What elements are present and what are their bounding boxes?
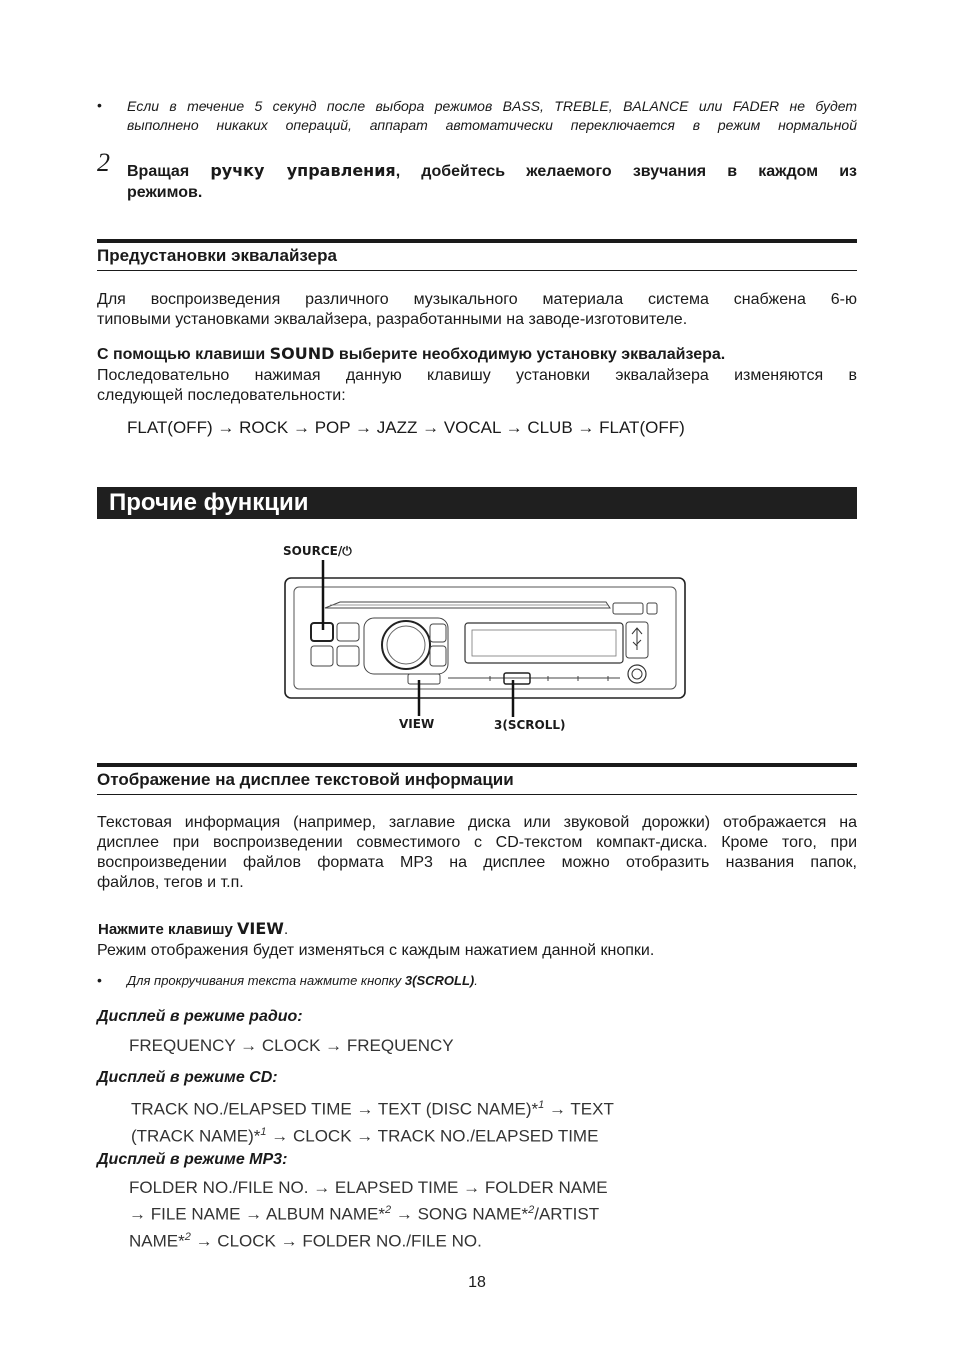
- cd-l2-sup: 1: [260, 1125, 267, 1138]
- eject-button[interactable]: [613, 603, 643, 614]
- label-view: VIEW: [399, 717, 435, 731]
- left-button[interactable]: [311, 646, 333, 666]
- display-inner: [472, 630, 616, 656]
- eq-section-title: Предустановки эквалайзера: [97, 246, 337, 265]
- text-p-line3: воспроизведении файлов формата MP3 на дисплее можно отобразить названия папок,: [97, 854, 857, 871]
- section-banner: [97, 487, 857, 519]
- text-paragraph: [97, 813, 857, 893]
- step-line2: режимов.: [127, 184, 203, 201]
- view-button[interactable]: [408, 674, 440, 684]
- text-section-title: Отображение на дисплее текстовой информации: [97, 770, 514, 789]
- control-knob-inner: [387, 626, 425, 664]
- scroll-note-text: [127, 973, 478, 988]
- mode-radio-seq: FREQUENCY → CLOCK → FREQUENCY: [129, 1036, 454, 1055]
- bullet-icon: •: [97, 97, 102, 113]
- right-button[interactable]: [430, 624, 446, 642]
- eq-section-line-bottom: [97, 270, 857, 271]
- scroll-note-pre: Для прокручивания текста нажмите кнопку: [127, 973, 402, 988]
- control-knob[interactable]: [382, 621, 430, 669]
- head-unit-diagram: [280, 560, 690, 720]
- arrow-icon: →: [577, 418, 595, 437]
- unit-frame-outer: [285, 578, 685, 698]
- text-section-line-bottom: [97, 794, 857, 795]
- step-keyword: ручку управления: [210, 161, 396, 180]
- mode-cd-title: Дисплей в режиме CD:: [97, 1069, 278, 1086]
- arrow-icon: →: [422, 418, 440, 437]
- press-post: .: [283, 921, 289, 938]
- mode-mp3-seq: [129, 1177, 608, 1252]
- aux-jack: [628, 665, 646, 683]
- mp3-l2-c: /ARTIST: [534, 1204, 600, 1224]
- note-top-line1: Если в течение 5 секунд после выбора режимов BASS, TREBLE, BALANCE или FADER не будет: [127, 98, 857, 114]
- left-button[interactable]: [337, 623, 359, 641]
- arrow-icon: →: [217, 418, 235, 437]
- arrow-icon: →: [355, 418, 373, 437]
- arrow-icon: →: [292, 418, 310, 437]
- note-top-line2: выполнено никаких операций, аппарат автоматически переключается в режим нормальной: [127, 117, 857, 133]
- step-number: 2: [97, 148, 110, 177]
- step-text: [127, 160, 857, 203]
- banner-title: Прочие функции: [109, 489, 309, 516]
- cd-l1-a: TRACK NO./ELAPSED TIME → TEXT (DISC NAME)*: [131, 1099, 539, 1119]
- mp3-l2-b: → SONG NAME*: [391, 1204, 529, 1224]
- mode-mp3-title: Дисплей в режиме MP3:: [97, 1151, 288, 1168]
- page-number: 18: [468, 1274, 486, 1291]
- mp3-l2-sup1: 2: [385, 1204, 392, 1216]
- eq-p2-line1: Последовательно нажимая данную клавишу установки эквалайзера изменяются в: [97, 367, 857, 384]
- cd-l1-sup: 1: [538, 1099, 545, 1111]
- step-pre: Вращая: [127, 163, 190, 180]
- display-window: [465, 623, 623, 663]
- label-source: SOURCE/⏻: [283, 544, 352, 558]
- eq-instr-key: SOUND: [269, 344, 335, 363]
- eq-seq-item: VOCAL: [443, 418, 501, 437]
- eq-p1-line2: типовыми установками эквалайзера, разработанными на заводе-изготовителе.: [97, 311, 688, 328]
- text-p-line4: файлов, тегов и т.п.: [97, 874, 244, 891]
- mode-mp3-line2: [129, 1199, 608, 1226]
- mode-radio-title: Дисплей в режиме радио:: [97, 1008, 303, 1025]
- label-scroll: 3(SCROLL): [494, 718, 566, 732]
- aux-jack-inner: [632, 669, 642, 679]
- eq-p2-line2: следующей последовательности:: [97, 387, 346, 404]
- arrow-icon: →: [505, 418, 523, 437]
- bullet-icon: •: [97, 972, 102, 988]
- press-key: VIEW: [237, 919, 284, 938]
- text-p-line1: Текстовая информация (например, заглавие диска или звуковой дорожки) отображается на: [97, 814, 857, 831]
- eq-p1-line1: Для воспроизведения различного музыкального материала система снабжена 6-ю: [97, 291, 857, 308]
- step-line1: [127, 160, 857, 182]
- scroll-note-key: 3(SCROLL): [404, 973, 475, 988]
- eq-seq-item: FLAT(OFF): [127, 418, 213, 437]
- mp3-l3-b: → CLOCK → FOLDER NO./FILE NO.: [190, 1231, 482, 1251]
- eq-seq-item: FLAT(OFF): [599, 418, 685, 437]
- mode-mp3-line3: [129, 1226, 608, 1253]
- eq-paragraph: [97, 290, 857, 330]
- eq-instruction: [97, 344, 857, 365]
- text-section-line-top: [97, 763, 857, 767]
- step-post: , добейтесь желаемого звучания в каждом из: [395, 163, 857, 180]
- eq-paragraph-2: [97, 366, 857, 406]
- eq-seq-item: POP: [314, 418, 351, 437]
- mp3-l2-sup2: 2: [528, 1204, 535, 1216]
- eq-seq-item: JAZZ: [376, 418, 418, 437]
- right-button[interactable]: [430, 646, 446, 666]
- mode-cd-line2: [131, 1121, 614, 1148]
- mode-cd-line1: [131, 1094, 614, 1121]
- usb-icon: [632, 628, 642, 650]
- eq-instr-post: выберите необходимую установку эквалайзера.: [338, 346, 726, 363]
- press-pre: Нажмите клавишу: [98, 921, 233, 938]
- eq-section-line-top: [97, 239, 857, 243]
- left-button[interactable]: [337, 646, 359, 666]
- small-button[interactable]: [647, 603, 657, 614]
- eq-sequence: [127, 418, 685, 438]
- cd-l2-b: → CLOCK → TRACK NO./ELAPSED TIME: [266, 1126, 599, 1146]
- mp3-l3-sup: 2: [184, 1230, 191, 1243]
- mode-mp3-line1: FOLDER NO./FILE NO. → ELAPSED TIME → FOLDER NAME: [129, 1178, 608, 1197]
- cd-l1-b: → TEXT: [544, 1099, 614, 1119]
- eq-seq-item: ROCK: [239, 418, 289, 437]
- press-view-desc: Режим отображения будет изменяться с каждым нажатием данной кнопки.: [97, 942, 655, 959]
- mp3-l3-a: NAME*: [129, 1231, 185, 1251]
- mp3-l2-a: → FILE NAME → ALBUM NAME*: [129, 1204, 385, 1224]
- press-view-instruction: [98, 919, 858, 940]
- scroll-note-post: .: [474, 973, 478, 988]
- eq-instr-pre: С помощью клавиши: [97, 346, 266, 363]
- text-p-line2: дисплее при воспроизведении совместимого с CD-текстом компакт-диска. Кроме того, при: [97, 834, 857, 851]
- eq-seq-item: CLUB: [527, 418, 573, 437]
- mode-cd-seq: [131, 1094, 614, 1147]
- cd-l2-a: (TRACK NAME)*: [131, 1126, 261, 1146]
